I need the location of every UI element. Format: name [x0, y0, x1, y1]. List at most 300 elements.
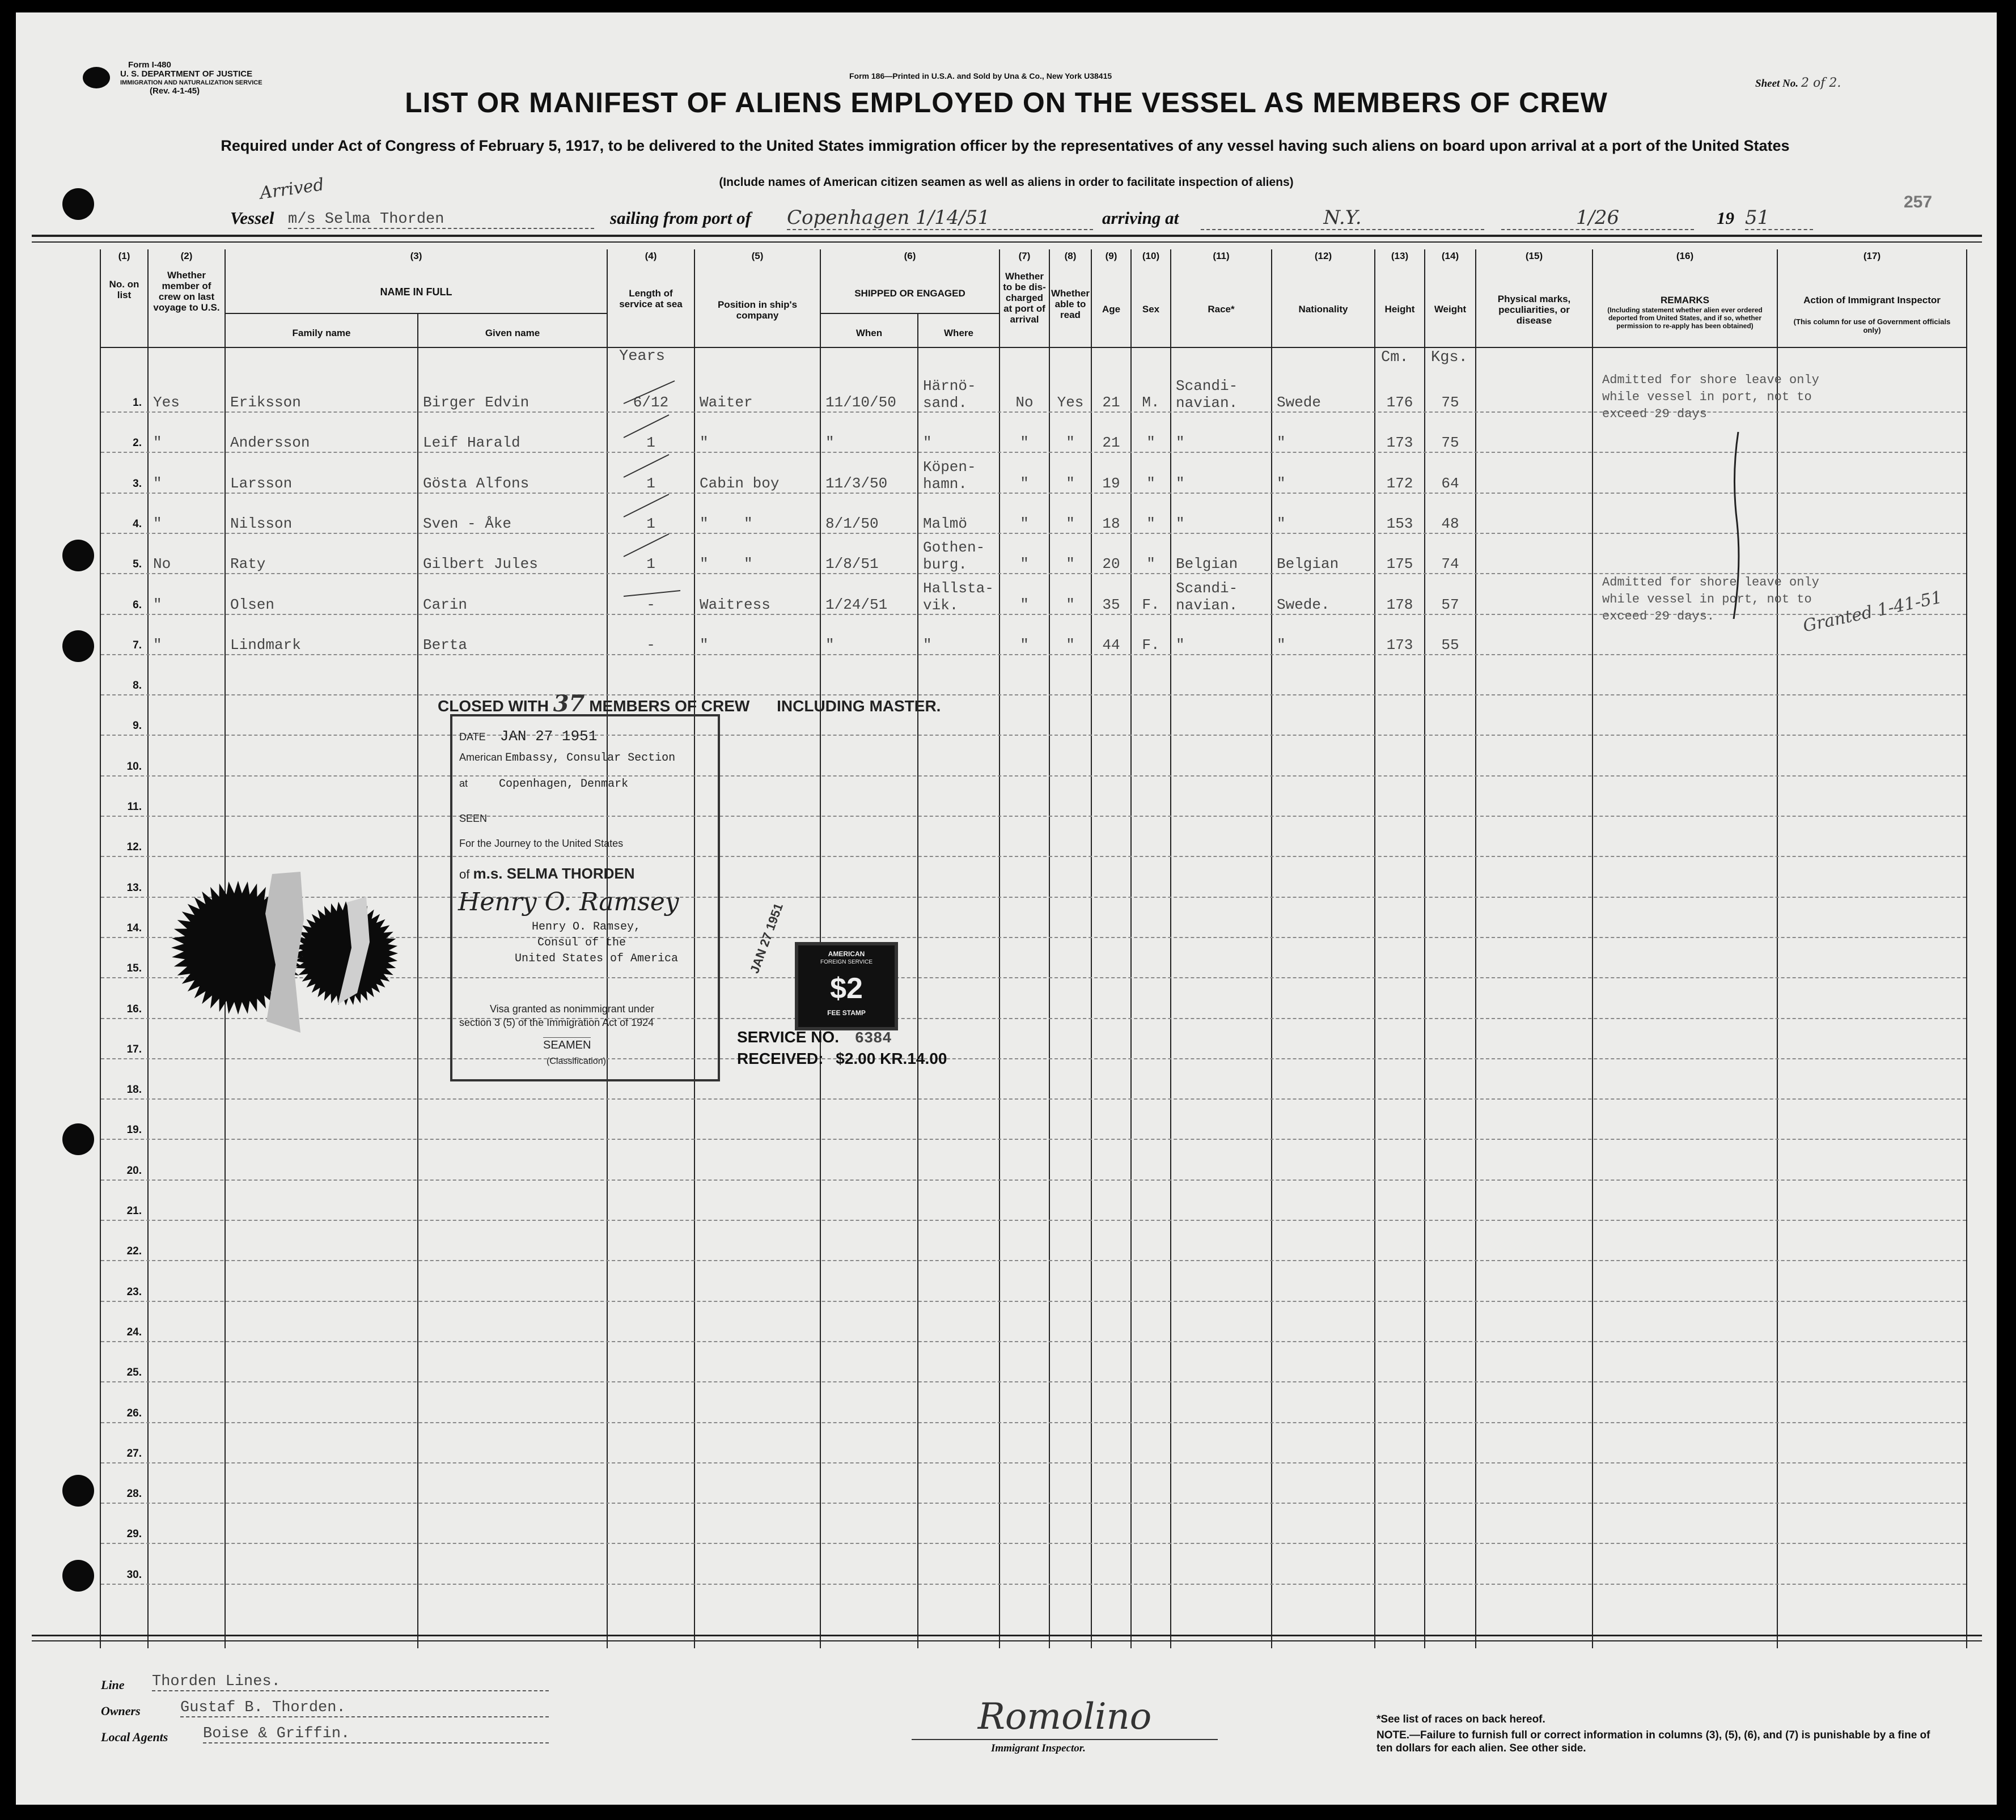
cell-age: 21 — [1102, 434, 1120, 452]
footer-note-races: *See list of races on back hereof. — [1377, 1713, 1545, 1725]
cell-service: 1 — [646, 474, 655, 492]
arriving-value: N.Y. — [1201, 206, 1484, 230]
cell-prev: " — [153, 515, 162, 532]
row-number: 24. — [126, 1326, 142, 1338]
col-head-sex: Sex — [1142, 304, 1160, 315]
col-num: (13) — [1391, 251, 1409, 261]
col-head-no: No. on list — [109, 279, 139, 300]
revenue-top: AMERICAN — [828, 950, 865, 958]
cell-nationality: Belgian — [1277, 555, 1339, 573]
cell-when: 1/24/51 — [825, 596, 888, 613]
cell-weight: 48 — [1441, 515, 1459, 532]
cell-when: 1/8/51 — [825, 555, 879, 573]
cell-position: " — [700, 434, 709, 452]
revenue-mid: FOREIGN SERVICE — [820, 959, 873, 965]
col-head-shipped-when: When — [855, 328, 883, 338]
footer-line-label: Line — [101, 1678, 125, 1692]
sailing-label: sailing from port of — [610, 208, 751, 228]
revenue-bottom: FEE STAMP — [827, 1009, 866, 1017]
cell-prev: Yes — [153, 394, 180, 411]
cell-remarks: Admitted for shore leave only while vessel in port, not to exceed 29 days. — [1602, 575, 1819, 623]
cell-sex: F. — [1142, 596, 1160, 613]
cell-nationality: Swede — [1277, 394, 1322, 411]
year-suffix: 51 — [1745, 206, 1813, 230]
col-divider — [1091, 249, 1092, 1648]
corner-number: 257 — [1904, 193, 1933, 211]
cell-age: 19 — [1102, 474, 1120, 492]
cell-sex: " — [1146, 434, 1155, 452]
stamp-office-prefix: American — [459, 752, 503, 763]
col-num: (5) — [751, 251, 764, 261]
row-number: 17. — [126, 1043, 142, 1055]
cell-read: " — [1066, 636, 1075, 654]
cell-read: " — [1066, 434, 1075, 452]
row-number: 25. — [126, 1367, 142, 1379]
cell-position: Waitress — [700, 596, 770, 613]
stamp-date-value: JAN 27 1951 — [499, 728, 598, 745]
row-rule — [101, 1503, 1966, 1504]
cell-where: Härnö- sand. — [923, 377, 976, 411]
row-number: 22. — [126, 1245, 142, 1258]
stamp-signer-name: Henry O. Ramsey, — [532, 920, 641, 934]
unit-kgs: Kgs. — [1431, 349, 1468, 366]
cell-where: " — [923, 434, 932, 452]
arriving-label: arriving at — [1102, 208, 1179, 228]
row-number: 29. — [126, 1528, 142, 1541]
col-head-shipped-where: Where — [944, 328, 973, 338]
cell-sex: F. — [1142, 636, 1160, 654]
col-head-physical: Physical marks, peculiarities, or disease — [1497, 294, 1571, 326]
col-divider — [917, 313, 918, 1648]
cell-given: Birger Edvin — [423, 394, 530, 411]
cell-race: Scandi- navian. — [1176, 377, 1238, 411]
col-head-name: NAME IN FULL — [380, 286, 452, 298]
col-num: (16) — [1676, 251, 1694, 261]
cell-sex: " — [1146, 555, 1155, 573]
col-divider — [1475, 249, 1476, 1648]
stamp-of-value: m.s. SELMA THORDEN — [473, 865, 635, 882]
stamp-at-label: at — [459, 778, 468, 789]
footer-line-value: Thorden Lines. — [152, 1673, 549, 1691]
row-rule — [101, 775, 1966, 777]
col-num: (8) — [1064, 251, 1077, 261]
cell-height: 172 — [1386, 474, 1413, 492]
cell-nationality: " — [1277, 636, 1286, 654]
service-name: IMMIGRATION AND NATURALIZATION SERVICE — [120, 79, 262, 86]
row-number: 28. — [126, 1488, 142, 1500]
col-num: (12) — [1314, 251, 1332, 261]
cell-prev: " — [153, 474, 162, 492]
consular-stamp — [450, 714, 720, 1081]
cell-prev: " — [153, 596, 162, 613]
ink-blot — [83, 67, 110, 88]
cell-when: 11/10/50 — [825, 394, 896, 411]
row-rule — [101, 1098, 1966, 1100]
cell-read: " — [1066, 555, 1075, 573]
vessel-label: Vessel — [230, 208, 274, 228]
col-num: (10) — [1142, 251, 1160, 261]
row-rule — [101, 1220, 1966, 1221]
row-number: 8. — [133, 680, 142, 692]
cell-nationality: " — [1277, 474, 1286, 492]
cell-when: " — [825, 636, 835, 654]
col-head-age: Age — [1102, 304, 1121, 315]
closing-note — [438, 690, 941, 717]
row-rule — [101, 1584, 1966, 1585]
row-rule — [101, 694, 1966, 695]
col-num: (1) — [118, 251, 130, 261]
footer-owners-label: Owners — [101, 1704, 141, 1718]
received-value: $2.00 KR.14.00 — [836, 1050, 947, 1067]
cell-discharged: " — [1020, 515, 1029, 532]
row-number: 14. — [126, 922, 142, 934]
binder-hole — [62, 1560, 94, 1592]
cell-nationality: Swede. — [1277, 596, 1330, 613]
service-number — [737, 1028, 892, 1047]
cell-no: 4. — [133, 517, 142, 530]
form-revision: (Rev. 4-1-45) — [150, 86, 200, 96]
row-rule — [101, 533, 1966, 534]
cell-service: - — [646, 596, 655, 613]
consul-signature: Henry O. Ramsey — [458, 888, 679, 917]
row-rule — [101, 1058, 1966, 1059]
col-num: (14) — [1441, 251, 1459, 261]
cell-position: " " — [700, 515, 753, 532]
cell-age: 21 — [1102, 394, 1120, 411]
arrival-date: 1/26 — [1501, 206, 1694, 230]
table-header-bottom — [101, 347, 1966, 348]
cell-given: Carin — [423, 596, 468, 613]
col-num: (15) — [1525, 251, 1543, 261]
row-number: 19. — [126, 1124, 142, 1136]
cell-weight: 75 — [1441, 434, 1459, 452]
cell-service: 1 — [646, 434, 655, 452]
row-number: 9. — [133, 720, 142, 732]
cell-discharged: No — [1015, 394, 1034, 411]
sailing-value: Copenhagen 1/14/51 — [787, 206, 1093, 230]
stamp-signer-title1: Consul of the — [537, 936, 626, 949]
cell-nationality: " — [1277, 515, 1286, 532]
cell-weight: 55 — [1441, 636, 1459, 654]
stamp-visa-note2: section 3 (5) of the Immigration Act of 1924 — [459, 1017, 654, 1028]
row-rule — [101, 493, 1966, 494]
cell-position: Waiter — [700, 394, 753, 411]
embossed-seal — [170, 851, 408, 1044]
col-num: (4) — [645, 251, 657, 261]
printer-note: Form 186—Printed in U.S.A. and Sold by Una & Co., New York U38415 — [849, 71, 1112, 80]
cell-sex: M. — [1142, 394, 1160, 411]
cell-no: 7. — [133, 639, 142, 651]
col-head-family-name: Family name — [292, 328, 351, 338]
cell-age: 20 — [1102, 555, 1120, 573]
col-num: (11) — [1213, 251, 1230, 261]
col-head-height: Height — [1384, 304, 1415, 315]
closing-suffix: MEMBERS OF CREW — [589, 697, 750, 715]
cell-where: Hallsta- vik. — [923, 579, 994, 614]
cell-remarks: Admitted for shore leave only while vessel in port, not to exceed 29 days — [1602, 373, 1819, 421]
row-number: 30. — [126, 1568, 142, 1581]
col-head-position: Position in ship's company — [717, 299, 798, 321]
row-rule — [101, 1341, 1966, 1342]
manifest-page — [16, 12, 1997, 1805]
vessel-value: m/s Selma Thorden — [288, 211, 594, 229]
footer-agents-label: Local Agents — [101, 1730, 168, 1744]
col-head-service: Length of service at sea — [619, 288, 683, 309]
row-rule — [101, 1139, 1966, 1140]
cell-service: 1 — [646, 555, 655, 573]
cell-given: Berta — [423, 636, 468, 654]
stamp-classification-value: SEAMEN — [543, 1037, 591, 1052]
cell-family: Nilsson — [230, 515, 293, 532]
cell-race: " — [1176, 636, 1185, 654]
side-annotation: Granted 1-41-51 — [1801, 587, 1944, 637]
col-head-remarks: REMARKS — [1661, 295, 1709, 306]
cell-service: 1 — [646, 515, 655, 532]
cell-given: Gösta Alfons — [423, 474, 530, 492]
inspector-signature: Romolino — [977, 1696, 1152, 1738]
col-head-remarks-note: (Including statement whether alien ever ordered deported from United States, and if so, whether permission to re-apply has been obtained) — [1607, 306, 1763, 330]
cell-weight: 57 — [1441, 596, 1459, 613]
row-rule — [101, 452, 1966, 453]
col-head-weight: Weight — [1434, 304, 1467, 315]
cell-read: " — [1066, 596, 1075, 613]
cell-when: " — [825, 434, 835, 452]
row-number: 26. — [126, 1407, 142, 1419]
cell-race: " — [1176, 474, 1185, 492]
cell-family: Raty — [230, 555, 266, 573]
row-rule — [101, 1462, 1966, 1463]
received-label: RECEIVED: — [737, 1050, 824, 1067]
service-value: 6384 — [854, 1030, 892, 1047]
cell-sex: " — [1146, 474, 1155, 492]
cell-age: 18 — [1102, 515, 1120, 532]
received-amount — [737, 1050, 947, 1068]
fee-cancel-date: JAN 27 1951 — [747, 901, 786, 975]
sheet-label: Sheet No. — [1755, 78, 1798, 90]
row-number: 20. — [126, 1164, 142, 1177]
col-head-inspector-note: (This column for use of Government officials only) — [1793, 317, 1951, 334]
row-rule — [101, 735, 1966, 736]
revenue-amount: $2 — [830, 972, 863, 1005]
closing-count: 37 — [553, 690, 585, 717]
inspector-label: Immigrant Inspector. — [991, 1742, 1086, 1754]
cell-family: Larsson — [230, 474, 293, 492]
stamp-visa-note1: Visa granted as nonimmigrant under — [490, 1003, 654, 1015]
cell-no: 2. — [133, 437, 142, 449]
cell-height: 173 — [1386, 636, 1413, 654]
cell-race: Belgian — [1176, 555, 1238, 573]
col-head-discharged: Whether to be dis-charged at port of arrival — [1003, 271, 1046, 325]
sheet-value: 2 of 2. — [1801, 76, 1841, 90]
col-divider — [999, 249, 1000, 1648]
cell-discharged: " — [1020, 555, 1029, 573]
footer-owners-value: Gustaf B. Thorden. — [180, 1699, 549, 1717]
cell-where: Gothen- burg. — [923, 539, 985, 574]
footer-note-text: NOTE.—Failure to furnish full or correct information in columns (3), (5), (6), and (7) is punishable by a fine of ten dollars for each alien. See other side. — [1377, 1729, 1930, 1754]
col-head-prev-voyage: Whether member of crew on last voyage to U.S. — [153, 270, 220, 313]
page-title: LIST OR MANIFEST OF ALIENS EMPLOYED ON THE VESSEL AS MEMBERS OF CREW — [405, 87, 1608, 118]
name-subhead-line — [225, 313, 608, 314]
service-tick-marks — [618, 375, 686, 636]
form-id: Form I-480 — [128, 60, 171, 70]
cell-family: Andersson — [230, 434, 310, 452]
cell-given: Sven - Åke — [423, 515, 512, 532]
cell-where: Köpen- hamn. — [923, 458, 976, 493]
col-divider — [1374, 249, 1375, 1648]
cell-position: Cabin boy — [700, 474, 780, 492]
row-number: 23. — [126, 1286, 142, 1298]
stamp-office-value: Embassy, Consular Section — [505, 752, 676, 765]
col-divider — [1271, 249, 1272, 1648]
col-head-nationality: Nationality — [1298, 304, 1348, 315]
cell-prev: No — [153, 555, 171, 573]
row-rule — [101, 1381, 1966, 1382]
cell-sex: " — [1146, 515, 1155, 532]
row-number: 10. — [126, 760, 142, 773]
binder-hole — [62, 1123, 94, 1155]
cell-service: - — [646, 636, 655, 654]
col-head-read: Whether able to read — [1051, 288, 1090, 320]
stamp-of-label: of — [459, 867, 470, 881]
unit-cm: Cm. — [1381, 349, 1409, 366]
col-num: (2) — [180, 251, 193, 261]
col-head-given-name: Given name — [485, 328, 540, 338]
col-divider — [1966, 249, 1967, 1648]
cell-where: " — [923, 636, 932, 654]
col-num: (9) — [1105, 251, 1117, 261]
cell-height: 176 — [1386, 394, 1413, 411]
row-rule — [101, 1422, 1966, 1423]
row-number: 11. — [127, 801, 142, 813]
stamp-classification-label: (Classification) — [547, 1057, 606, 1066]
col-divider — [1049, 249, 1050, 1648]
table-top-border-2 — [32, 241, 1982, 243]
revenue-stamp — [795, 942, 898, 1030]
cell-no: 3. — [133, 477, 142, 490]
col-divider — [1424, 249, 1425, 1648]
cell-service: 6/12 — [633, 394, 669, 411]
cell-weight: 64 — [1441, 474, 1459, 492]
cell-read: Yes — [1057, 394, 1084, 411]
handwritten-arrived: Arrived — [259, 175, 325, 203]
stamp-signer-title2: United States of America — [515, 952, 679, 965]
col-divider — [1777, 249, 1778, 1648]
binder-hole — [62, 540, 94, 571]
closing-extra: INCLUDING MASTER. — [777, 697, 941, 715]
shipped-subhead-line — [820, 313, 1000, 314]
cell-position: " — [700, 636, 709, 654]
cell-read: " — [1066, 515, 1075, 532]
cell-discharged: " — [1020, 636, 1029, 654]
page-subtitle: Required under Act of Congress of February 5, 1917, to be delivered to the United States immigration officer by the representatives of any vessel having such aliens on board upon arrival at a port of the United States — [221, 137, 1790, 154]
col-num: (7) — [1018, 251, 1031, 261]
row-rule — [101, 1180, 1966, 1181]
col-divider — [100, 249, 101, 1648]
cell-when: 8/1/50 — [825, 515, 879, 532]
cell-family: Eriksson — [230, 394, 301, 411]
cell-weight: 74 — [1441, 555, 1459, 573]
row-number: 16. — [126, 1003, 142, 1015]
row-rule — [101, 816, 1966, 817]
cell-no: 1. — [133, 397, 142, 409]
col-divider — [417, 313, 418, 1648]
row-rule — [101, 1260, 1966, 1261]
cell-family: Lindmark — [230, 636, 301, 654]
cell-race: " — [1176, 434, 1185, 452]
cell-prev: " — [153, 636, 162, 654]
col-num: (6) — [904, 251, 916, 261]
table-bottom-border-2 — [32, 1640, 1982, 1641]
cell-given: Gilbert Jules — [423, 555, 538, 573]
col-num: (17) — [1863, 251, 1881, 261]
row-number: 15. — [126, 962, 142, 975]
cell-no: 5. — [133, 558, 142, 571]
cell-family: Olsen — [230, 596, 275, 613]
cell-race: " — [1176, 515, 1185, 532]
cell-prev: " — [153, 434, 162, 452]
cell-height: 153 — [1386, 515, 1413, 532]
col-head-shipped: SHIPPED OR ENGAGED — [854, 288, 965, 299]
col-divider — [1170, 249, 1171, 1648]
cell-position: " " — [700, 555, 753, 573]
row-number: 13. — [126, 881, 142, 894]
cell-when: 11/3/50 — [825, 474, 888, 492]
cell-age: 35 — [1102, 596, 1120, 613]
year-prefix: 19 — [1717, 208, 1734, 228]
row-number: 21. — [126, 1205, 142, 1217]
cell-height: 173 — [1386, 434, 1413, 452]
row-number: 18. — [126, 1084, 142, 1096]
stamp-at-value: Copenhagen, Denmark — [499, 778, 629, 791]
closing-prefix: CLOSED WITH — [438, 697, 549, 715]
col-divider — [1592, 249, 1593, 1648]
footer-agents-value: Boise & Griffin. — [203, 1725, 549, 1743]
cell-given: Leif Harald — [423, 434, 520, 452]
row-rule — [101, 1301, 1966, 1302]
cell-discharged: " — [1020, 474, 1029, 492]
stamp-seen: SEEN — [459, 813, 488, 824]
service-label: SERVICE NO. — [737, 1028, 839, 1046]
row-rule — [101, 654, 1966, 655]
col-num: (3) — [410, 251, 422, 261]
col-divider — [1130, 249, 1132, 1648]
binder-hole — [62, 1475, 94, 1507]
row-rule — [101, 1543, 1966, 1544]
row-number: 27. — [126, 1447, 142, 1460]
cell-nationality: " — [1277, 434, 1286, 452]
col-divider — [147, 249, 149, 1648]
stamp-journey: For the Journey to the United States — [459, 838, 624, 849]
cell-no: 6. — [133, 599, 142, 611]
cell-discharged: " — [1020, 596, 1029, 613]
page-subnote: (Include names of American citizen seamen as well as aliens in order to facilitate inspection of aliens) — [719, 176, 1294, 189]
cell-race: Scandi- navian. — [1176, 579, 1238, 614]
department: U. S. DEPARTMENT OF JUSTICE — [120, 69, 253, 79]
cell-height: 175 — [1386, 555, 1413, 573]
binder-hole — [62, 630, 94, 662]
remarks-bracket — [1728, 432, 1745, 619]
unit-years: Years — [619, 348, 666, 365]
table-top-border — [32, 235, 1982, 237]
cell-read: " — [1066, 474, 1075, 492]
col-head-race: Race* — [1208, 304, 1235, 315]
stamp-date-label: DATE — [459, 731, 486, 743]
cell-height: 178 — [1386, 596, 1413, 613]
cell-age: 44 — [1102, 636, 1120, 654]
col-head-inspector: Action of Immigrant Inspector — [1803, 295, 1941, 306]
table-bottom-border — [32, 1635, 1982, 1636]
cell-weight: 75 — [1441, 394, 1459, 411]
